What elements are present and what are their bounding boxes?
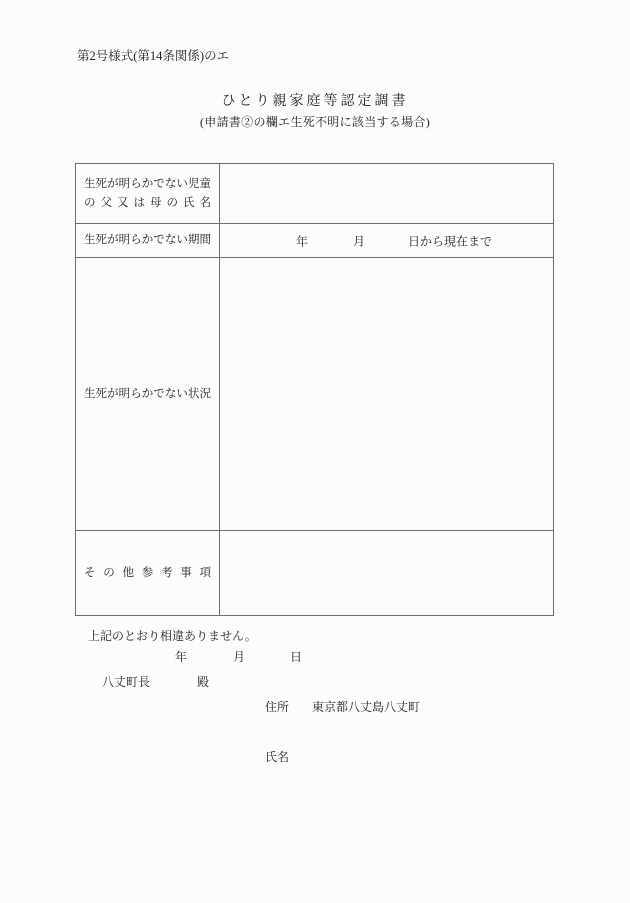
fill-in-area-parent-name bbox=[220, 164, 553, 223]
form-title: ひとり親家庭等認定調書 bbox=[221, 94, 409, 109]
fill-in-area-unknown-period bbox=[220, 224, 553, 257]
row-label-unknown-period bbox=[76, 224, 220, 257]
row-label-line-1: 生死が明らかでない期間 bbox=[84, 234, 211, 247]
row-label-line-1: 生死が明らかでない児童 bbox=[84, 178, 211, 191]
table-row-unknown-period bbox=[76, 224, 553, 258]
signature-date-month-label: 月 bbox=[233, 650, 246, 664]
form-number: 第2号様式(第14条関係)のエ bbox=[77, 49, 230, 63]
row-label-other-remarks bbox=[76, 531, 220, 615]
address-label: 住所 bbox=[265, 700, 290, 714]
declaration-statement: 上記のとおり相違ありません。 bbox=[88, 629, 257, 643]
address-value: 東京都八丈島八丈町 bbox=[312, 700, 421, 714]
signature-date-year-label: 年 bbox=[175, 650, 188, 664]
certification-table bbox=[75, 163, 554, 616]
table-row-unknown-situation bbox=[76, 258, 553, 531]
signature-date-day-label: 日 bbox=[290, 650, 303, 664]
fill-in-area-other-remarks bbox=[220, 531, 553, 615]
row-label-line-1: 生死が明らかでない状況 bbox=[84, 387, 211, 400]
row-label-unknown-situation bbox=[76, 258, 220, 530]
period-month-label: 月 bbox=[353, 234, 366, 248]
table-row-other-remarks bbox=[76, 531, 553, 615]
name-label: 氏名 bbox=[265, 750, 290, 764]
addressee-mayor: 八丈町長 bbox=[102, 675, 151, 689]
period-year-label: 年 bbox=[296, 234, 309, 248]
table-row-parent-name bbox=[76, 164, 553, 224]
form-subtitle: (申請書②の欄エ生死不明に該当する場合) bbox=[200, 115, 430, 129]
row-label-parent-name bbox=[76, 164, 220, 223]
period-day-suffix-label: 日から現在まで bbox=[408, 234, 493, 248]
fill-in-area-unknown-situation bbox=[220, 258, 553, 530]
addressee-honorific: 殿 bbox=[197, 675, 210, 689]
row-label-line-2: の父又は母の氏名 bbox=[84, 196, 211, 209]
row-label-line-1: その他参考事項 bbox=[84, 566, 211, 579]
